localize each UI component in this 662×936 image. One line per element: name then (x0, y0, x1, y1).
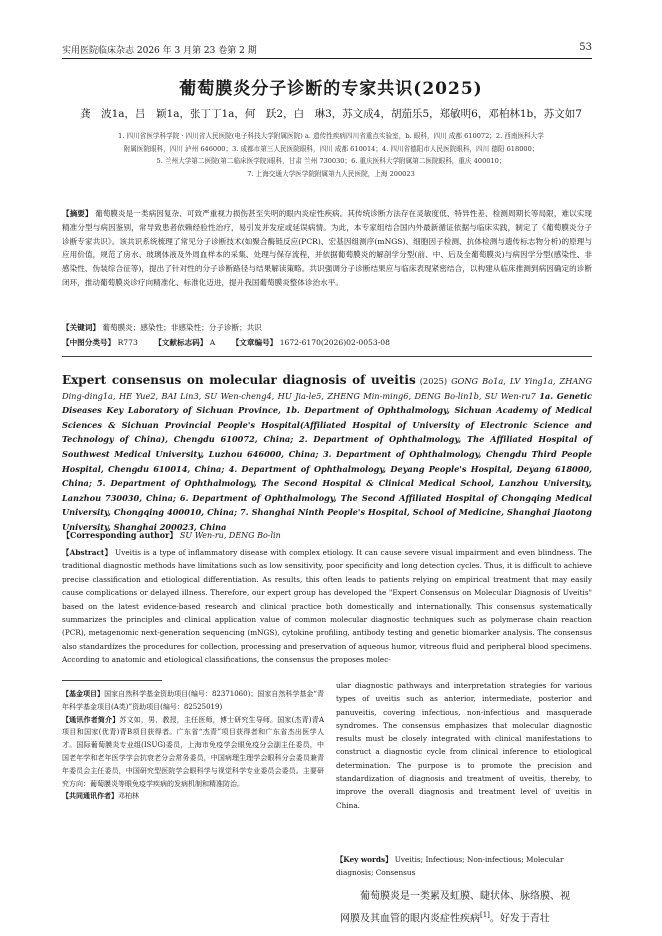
doc-code-value: A (209, 338, 216, 347)
article-title-cn: 葡萄膜炎分子诊断的专家共识(2025) (179, 79, 483, 99)
co-corr-label: 【共同通讯作者】 (62, 791, 118, 801)
corr-names-en: SU Wen-ru, DENG Bo-lin (179, 531, 281, 540)
affiliation-line: 附属医院眼科，四川 泸州 646000；3. 成都市第三人民医院眼科，四川 成都 610014；4. 四川省德阳市人民医院眼科，四川 德阳 618000； (123, 144, 539, 153)
divider (62, 356, 592, 357)
article-title-en: Expert consensus on molecular diagnosis of uveitis (62, 373, 416, 387)
abstract-en-label: 【Abstract】 (62, 548, 113, 557)
classification-line (62, 337, 592, 348)
affiliation-line: 5. 兰州大学第二医院(第二临床医学院)眼科，甘肃 兰州 730030；6. 重庆医科大学附属第二医院眼科，重庆 400010； (156, 157, 506, 165)
bio-text: 苏文如，男，教授，主任医师，博士研究生导师。国家(杰青)青A项目和国家(优青)青B项目获得者。广东省“杰青”项目获得者和广东省杰出医学人才。国际葡萄膜炎专业组(ISUG)委员，上海市免疫学会眼免疫分会副主任委员，中国老年学和老年医学学会抗衰老分会常务委员，中国病理生理学会眼科分会委员兼青年委员会主任委员，中国研究型医院学会眼科学与视觉科学专业委员会委员。主要研究方向：葡萄膜炎等眼免疫学疾病的发病机制和精准防治。 (62, 715, 324, 788)
affiliation-line: 7. 上海交通大学医学院附属第九人民医院，上海 200023 (247, 169, 415, 178)
keywords-en-text: Uveitis; Infectious; Non-infectious; Molecular diagnosis; Consensus (336, 855, 564, 877)
article-no-value: 1672-6170(2026)02-0053-08 (279, 338, 390, 347)
co-corresponding-note (62, 790, 324, 803)
clc-label: 【中图分类号】 (62, 338, 116, 347)
affiliations-cn (72, 130, 590, 180)
bio-label: 【通讯作者简介】 (62, 714, 120, 724)
fund-note (62, 688, 324, 714)
authors-en: GONG Bo1a, LV Ying1a, ZHANG Ding-ding1a, HE Yue2, BAI Lin3, SU Wen-cheng4, HU Jia-le5, ZHENG Min-ming6, DENG Bo-lin1b, SU Wen-ru7 (62, 376, 592, 401)
affiliation-line: 1. 四川省医学科学院 · 四川省人民医院(电子科技大学附属医院) a. 遗传性疾病四川省重点实验室，b. 眼科，四川 成都 610072；2. 西南医科大学 (118, 132, 544, 140)
fund-label: 【基金项目】 (62, 689, 105, 698)
fund-text: 国家自然科学基金资助项目(编号：82371060)；国家自然科学基金“青年科学基金项目(A类)”资助项目(编号：82525019) (62, 690, 324, 711)
abstract-cn-text: 葡萄膜炎是一类病因复杂、可致严重视力损伤甚至失明的眼内炎症性疾病。其传统诊断方法存在灵敏度低、特异性差、检测周期长等局限，难以实现精准分型与病因鉴别，常导致患者依赖经验性治疗，易引发并发症或延误病情。为此，本专家组结合国内外最新循证依据与临床实践，制定了《葡萄膜炎分子诊断专家共识》。该共识系统梳理了常见分子诊断技术(如聚合酶链反应(PCR)、宏基因组测序(mNGS)、细胞因子检测、抗体检测与遗传标志物分析)的原理与应用价值，规范了房水、玻璃体液及外周血样本的采集、处理与保存流程，并依据葡萄膜炎的解剖学分型(前、中、后及全葡萄膜炎)与病因学分型(感染性、非感染性、伪装综合征等)，提出了针对性的分子诊断路径与结果解读策略。共识强调分子诊断结果应与临床表现紧密结合，以构建从临床推测到病因确定的诊断闭环，推动葡萄膜炎诊疗向精准化、标准化迈进，提升我国葡萄膜炎整体诊治水平。 (62, 209, 592, 287)
doc-code-label: 【文献标志码】 (154, 338, 208, 347)
citation-ref[interactable]: [1] (480, 911, 490, 919)
page-number: 53 (579, 42, 592, 53)
keywords-en (336, 853, 592, 879)
affiliations-en: 1a. Genetic Diseases Key Laboratory of Sichuan Province, 1b. Department of Ophthalmology, Sichuan Academy of Medical Sciences & Sichuan Provincial People's Hospital(Affiliated Hospital of University of Electronic Science and Technology of China), Chengdu 610072, China; 2. Department of Ophthalmology, The Affiliated Hospital of Southwest Medical University, Luzhou 646000, China; 3. Department of Ophthalmology, Chengdu Third People Hospital, Chengdu 610014, China; 4. Department of Ophthalmology, Deyang People's Hospital, Deyang 618000, China; 5. Department of Ophthalmology, The Second Hospital & Clinical Medical School, Lanzhou University, Lanzhou 730030, China; 6. Department of Ophthalmology, The Second Affiliated Hospital of Chongqing Medical University, Chongqing 400010, China; 7. Shanghai Ninth People's Hospital, School of Medicine, Shanghai Jiaotong University, Shanghai 200023, China (62, 390, 592, 532)
body-line: 葡萄膜炎是一类累及虹膜、睫状体、脉络膜、视 (360, 891, 570, 902)
clc-value: R773 (117, 338, 138, 347)
abstract-en-left (62, 546, 592, 667)
journal-info: 实用医院临床杂志 2026 年 3 月第 23 卷第 2 期 (62, 46, 257, 56)
running-header (62, 40, 592, 59)
keywords-cn-label: 【关键词】 (62, 323, 100, 332)
author-bio-note (62, 714, 324, 791)
english-header (62, 373, 592, 535)
keywords-cn-text: 葡萄膜炎；感染性；非感染性；分子诊断；共识 (102, 323, 262, 332)
co-corr-name: 邓柏林 (118, 792, 139, 801)
footnotes (62, 688, 324, 803)
abstract-cn-label: 【摘要】 (62, 209, 93, 218)
body-line-text: 。好发于青壮 (489, 913, 550, 925)
keywords-en-label: 【Key words】 (336, 855, 393, 864)
abstract-cn (62, 207, 592, 290)
keywords-cn (62, 322, 262, 333)
title-year-en: (2025) (419, 376, 448, 386)
body-paragraph (340, 888, 592, 928)
corresponding-author-en (62, 530, 281, 541)
abstract-en-right: ular diagnostic pathways and interpretation strategies for various types of uveitis such as anterior, intermediate, posterior and panuveitis, covering infectious, non-infectious and masquerade syndromes. The consensus emphasizes that molecular diagnostic results must be closely integrated with clinical manifestations to construct a diagnostic cycle from clinical inference to etiological determination. The purpose is to promote the precision and standardization of diagnosis and treatment of uveitis, thereby, to improve the overall diagnosis and treatment level of uveitis in China. (336, 681, 592, 810)
body-line-text: 网膜及其血管的眼内炎症性疾病 (340, 913, 480, 925)
abstract-en-text: Uveitis is a type of inflammatory disease with complex etiology. It can cause severe visual impairment and even blindness. The traditional diagnostic methods have limitations such as low sensitivity, poor specificity and long detection cycles. Thus, it is difficult to achieve precise classification and etiological differentiation. As results, this often leads to patients relying on empirical treatment that may easily cause complications or delayed illness. Therefore, our expert group has developed the "Expert Consensus on Molecular Diagnosis of Uveitis" based on the latest evidence-based research and clinical practice both domestically and internationally. This consensus systematically summarizes the principles and clinical application value of common molecular diagnostic techniques such as polymerase chain reaction (PCR), metagenomic next-generation sequencing (mNGS), cytokine profiling, antibody testing and genetic biomarker analysis. The consensus also standardizes the procedures for collection, processing and preservation of aqueous humor, vitreous fluid and peripheral blood specimens. According to anatomic and etiological classifications, the consensus the proposes molec- (62, 548, 593, 665)
footnote-divider (62, 680, 162, 681)
article-no-label: 【文章编号】 (231, 338, 278, 347)
body-line (340, 906, 592, 928)
corr-label-en: 【Corresponding author】 (62, 530, 178, 540)
authors-cn: 龚 波1a，吕 颖1a，张丁丁1a，何 跃2，白 琳3，苏文成4，胡茄乐5，郑敏明6，邓柏林1b，苏文如7 (80, 108, 582, 120)
